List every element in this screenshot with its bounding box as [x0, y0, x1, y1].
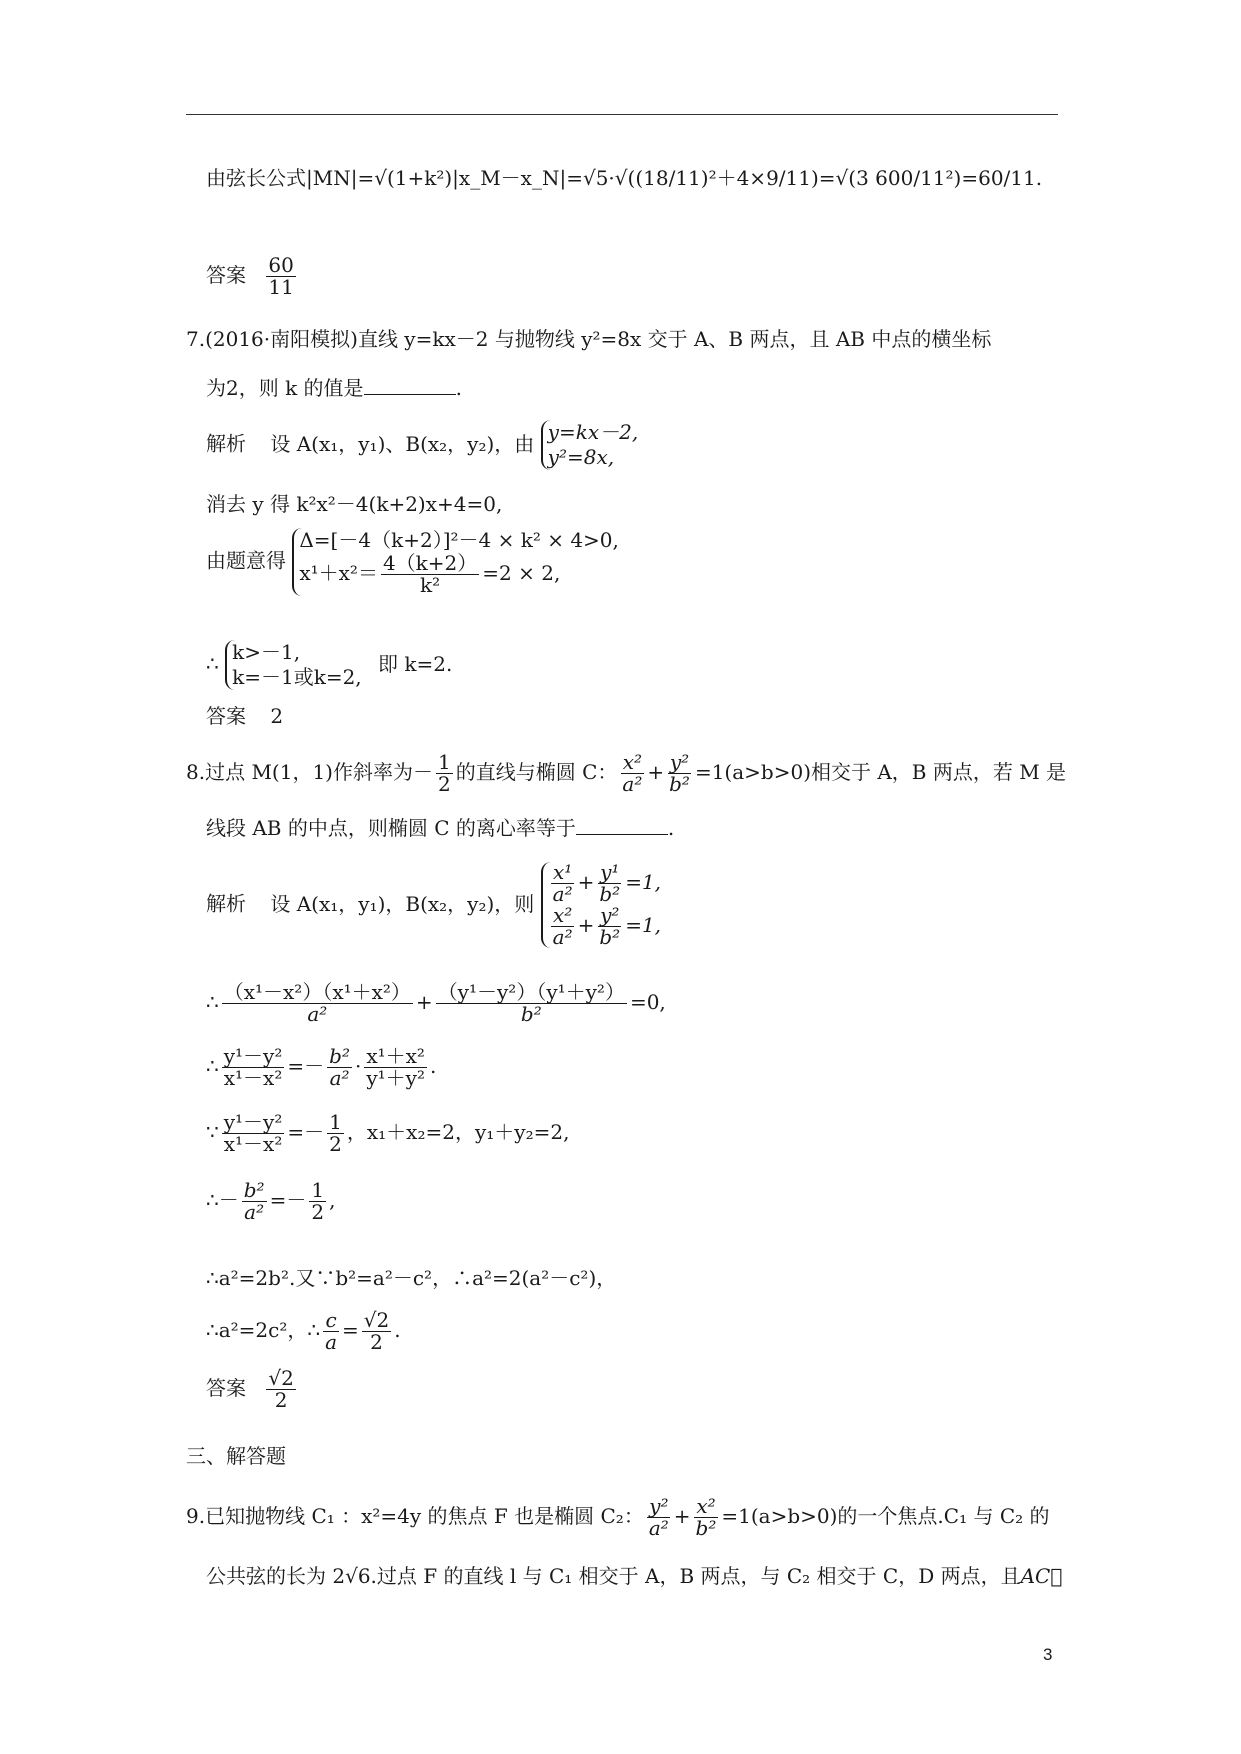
analysis-label: 解析 — [206, 891, 246, 916]
step2-mid: =－ — [287, 1054, 325, 1078]
answer-blank — [576, 816, 668, 835]
fraction-numerator: 1 — [437, 750, 451, 774]
system-eq-1: y=kx－2, — [547, 420, 639, 444]
answer-blank — [364, 376, 456, 395]
condition-2-lhs: x¹＋x²＝ — [299, 561, 378, 585]
point-eq-1: $\frac{\text{x¹}}{\text{a²}}$ + $\frac{\text{y¹}}{\text{b²}}$ =1, — [552, 860, 662, 906]
step3-frac-a — [222, 1112, 285, 1155]
step6-frac-a — [323, 1310, 339, 1353]
fraction-denominator: 2 — [329, 1132, 342, 1156]
result-tail: 即 k=2. — [378, 651, 453, 676]
fraction-numerator: b² — [243, 1178, 265, 1202]
answer-label: 答案 — [206, 704, 246, 728]
fraction-numerator: √2 — [268, 1366, 294, 1390]
step3-tail: ，x₁＋x₂=2，y₁＋y₂=2, — [346, 1120, 570, 1144]
fraction-denominator: x¹－x² — [223, 1132, 283, 1156]
section-heading — [186, 1440, 286, 1469]
step3-frac-b — [327, 1112, 344, 1155]
step1-tail: =0, — [629, 990, 666, 1014]
answer-fraction — [266, 1368, 295, 1411]
answer-label: 答案 — [206, 1376, 246, 1400]
fraction-denominator: b² — [520, 1002, 542, 1026]
step2-frac-b — [327, 1046, 352, 1089]
fraction-numerator: y¹－y² — [223, 1110, 283, 1134]
analysis-text: 设 A(x₁，y₁)、B(x₂，y₂)，由 — [270, 431, 535, 456]
step1-frac-a — [222, 982, 413, 1025]
fraction-denominator: a — [325, 1330, 338, 1354]
fraction-denominator: a² — [244, 1200, 265, 1224]
q9-stem-line2 — [206, 1560, 1062, 1589]
fraction-numerator: x² — [622, 750, 643, 774]
chord-formula-text: 由弦长公式|MN|=√(1+k²)|x_M－x_N|=√5·√((18/11)²＋4×9/11)=√(3 600/11²)=60/11. — [206, 166, 1043, 190]
step1-frac-b — [436, 982, 627, 1025]
ellipse-y-fraction — [667, 752, 692, 795]
q9-stem-line1: 9.已知抛物线 C₁ ：x²=4y 的焦点 F 也是椭圆 C₂： $\frac{\text{y²}}{\text{a²}}$ + $\frac{\text{x²}}{\text{b²}}$ =1(a>b>0)的一个焦点.C₁ 与 C₂ 的 — [186, 1494, 1050, 1540]
q7-stem-line2: 为2，则 k 的值是 . — [206, 376, 462, 400]
equation-system — [541, 420, 639, 470]
fraction-numerator: √2 — [363, 1308, 390, 1332]
fraction-numerator: c — [325, 1308, 337, 1332]
header-rule — [186, 114, 1058, 115]
point-system — [541, 862, 661, 948]
fraction-numerator: b² — [329, 1044, 350, 1068]
fraction-denominator: 2 — [437, 772, 451, 796]
step6-frac-b — [362, 1310, 391, 1353]
fraction-numerator: （y¹－y²）（y¹＋y²） — [437, 980, 625, 1004]
fraction-numerator: 60 — [268, 253, 294, 277]
step2-frac-a — [222, 1046, 285, 1089]
fraction-numerator: （x¹－x²）（x¹＋x²） — [223, 980, 411, 1004]
section-heading-text: 三、解答题 — [186, 1444, 286, 1468]
therefore-symbol: ∴ — [206, 651, 219, 676]
q8-stem-line1 — [186, 752, 1066, 795]
fraction-denominator: x¹－x² — [223, 1066, 283, 1090]
step5-text: ∴a²=2b².又∵b²=a²－c²，∴a²=2(a²－c²)， — [206, 1266, 617, 1290]
q8-answer — [206, 1368, 299, 1411]
fraction-denominator: a² — [329, 1066, 350, 1090]
fraction-denominator: a² — [622, 772, 643, 796]
q7-line1-text: 7.(2016·南阳模拟)直线 y=kx－2 与抛物线 y²=8x 交于 A、B 两点，且 AB 中点的横坐标 — [186, 327, 992, 351]
system-eq-2: y²=8x, — [547, 445, 615, 469]
step4-tail: , — [329, 1188, 336, 1212]
answer-label: 答案 — [206, 263, 246, 287]
condition-label: 由题意得 — [206, 548, 286, 573]
q8-line1-c: =1(a>b>0)相交于 A，B 两点，若 M 是 — [694, 760, 1067, 784]
fraction-numerator: 1 — [329, 1110, 342, 1134]
condition-2 — [299, 553, 619, 596]
q7-answer — [206, 700, 283, 729]
fraction-denominator: 2 — [370, 1330, 383, 1354]
result-2: k=－1或k=2, — [232, 665, 362, 689]
plus-sign: + — [647, 760, 665, 784]
q9-line1-b: =1(a>b>0)的一个焦点.C₁ 与 C₂ 的 — [721, 1504, 1050, 1528]
eq-tail: =1, — [625, 870, 662, 894]
vector-ac: AC⃗ — [1020, 1564, 1063, 1588]
ellipse-x-fraction — [620, 752, 644, 795]
slope-fraction — [436, 752, 453, 795]
eq-tail: =1, — [625, 913, 662, 937]
fraction-denominator: b² — [669, 772, 690, 796]
fraction-denominator: 2 — [311, 1200, 325, 1224]
point-eq-2: $\frac{\text{x²}}{\text{a²}}$ + $\frac{\text{y²}}{\text{b²}}$ =1, — [552, 903, 662, 949]
step2-frac-c — [364, 1046, 427, 1089]
condition-system — [292, 528, 619, 596]
fraction-numerator: x¹＋x² — [366, 1044, 425, 1068]
answer-fraction — [266, 255, 295, 298]
q8-line1-b: 的直线与椭圆 C： — [455, 760, 618, 784]
q7-conditions — [206, 528, 619, 596]
result-1: k>－1, — [232, 640, 301, 664]
condition-1: Δ=[－4（k+2）]²－4 × k² × 4>0, — [299, 528, 619, 552]
q9-line1-a: 9.已知抛物线 C₁ ：x²=4y 的焦点 F 也是椭圆 C₂： — [186, 1504, 644, 1528]
q8-step6: ∴a²=2c²，∴ $\frac{c}{a}$ = $\frac{√2}{2}$ . — [206, 1308, 401, 1354]
fraction-denominator: 11 — [268, 275, 294, 299]
answer-value: 2 — [270, 704, 284, 728]
step4-frac-b — [309, 1180, 326, 1223]
q6-answer — [206, 255, 299, 298]
eliminate-text: 消去 y 得 k²x²－4(k+2)x+4=0, — [206, 492, 503, 516]
q9-frac-a: $\frac{\text{y²}}{\text{a²}}$ — [648, 1494, 669, 1540]
analysis-text: 设 A(x₁，y₁)，B(x₂，y₂)，则 — [270, 891, 535, 916]
q8-step2: ∴ $\frac{\text{y¹－y²}}{\text{x¹－x²}}$ =－ $\frac{\text{b²}}{\text{a²}}$ · $\frac{\text{x¹＋x²}}{\text{y¹＋y²}}$ . — [206, 1044, 437, 1090]
fraction-denominator: k² — [420, 573, 441, 597]
q7-result — [206, 640, 452, 690]
q7-stem-line1 — [186, 323, 991, 352]
fraction-numerator: 4（k+2） — [382, 551, 478, 575]
fraction-denominator: a² — [307, 1002, 328, 1026]
q7-line2-text: 为2，则 k 的值是 — [206, 376, 364, 400]
fraction-numerator: y¹－y² — [223, 1044, 283, 1068]
q8-step3: ∵ $\frac{\text{y¹－y²}}{\text{x¹－x²}}$ =－ $\frac{1}{2}$ ，x₁＋x₂=2，y₁＋y₂=2, — [206, 1110, 570, 1156]
analysis-label: 解析 — [206, 431, 246, 456]
q8-step4: ∴－ $\frac{\text{b²}}{\text{a²}}$ =－ $\frac{1}{2}$ , — [206, 1178, 336, 1224]
q7-analysis — [206, 420, 638, 470]
q8-step5 — [206, 1262, 616, 1291]
q7-eliminate — [206, 488, 502, 517]
chord-formula-line — [206, 162, 1042, 191]
because-symbol: ∵ — [206, 1120, 219, 1144]
q8-line2-text: 线段 AB 的中点，则椭圆 C 的离心率等于 — [206, 816, 576, 840]
q8-line1-a: 8.过点 M(1，1)作斜率为－ — [186, 760, 433, 784]
condition-2-rhs: =2 × 2, — [482, 561, 561, 585]
result-system — [225, 640, 362, 690]
condition-2-fraction — [381, 553, 479, 596]
step6-text: ∴a²=2c²，∴ — [206, 1318, 321, 1342]
fraction-numerator: y² — [669, 750, 690, 774]
q8-stem-line2: 线段 AB 的中点，则椭圆 C 的离心率等于 . — [206, 816, 675, 840]
q8-step1: ∴ $\frac{\text{（x¹－x²）（x¹＋x²）}}{\text{a²}}$ + $\frac{\text{（y¹－y²）（y¹＋y²）}}{\text{b²}}$ =0, — [206, 980, 666, 1026]
fraction-numerator: 1 — [311, 1178, 325, 1202]
q8-analysis — [206, 862, 661, 948]
q9-line2-text: 公共弦的长为 2√6.过点 F 的直线 l 与 C₁ 相交于 A，B 两点，与 C₂ 相交于 C，D 两点，且 — [206, 1564, 1021, 1588]
page-number: 3 — [1043, 1645, 1053, 1664]
step4-frac-a — [242, 1180, 267, 1223]
fraction-denominator: y¹＋y² — [366, 1066, 425, 1090]
q9-frac-b: $\frac{\text{x²}}{\text{b²}}$ — [695, 1494, 717, 1540]
fraction-denominator: 2 — [274, 1388, 288, 1412]
